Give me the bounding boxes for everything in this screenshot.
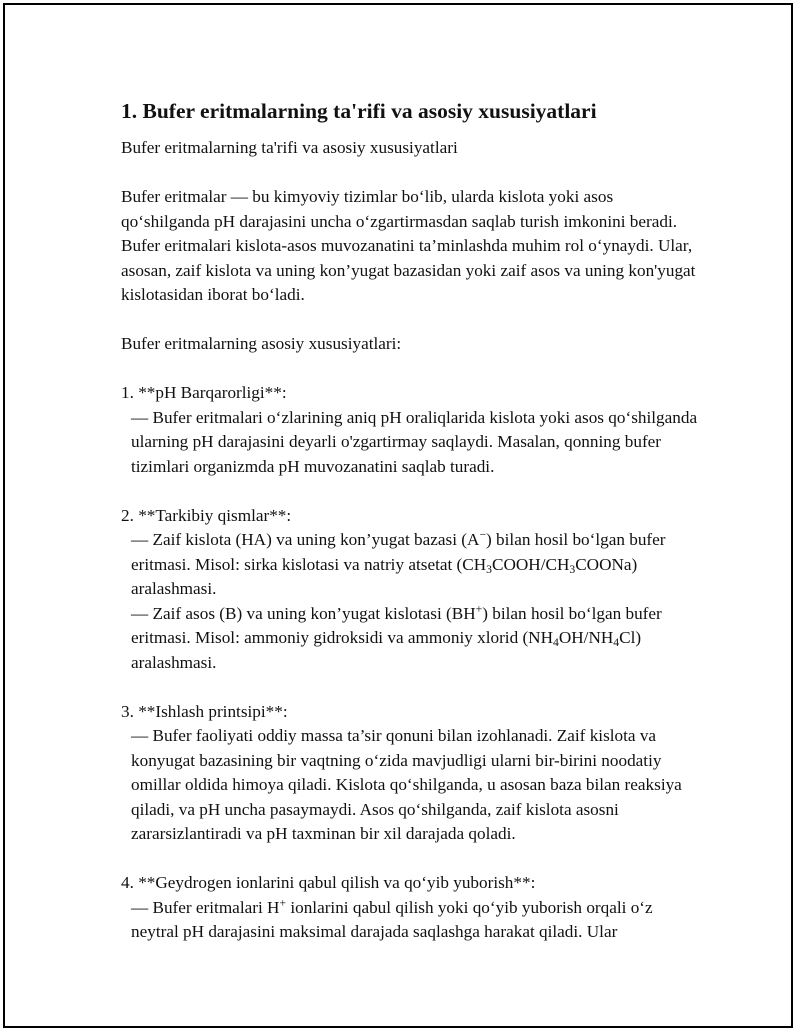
section-2-item-b: — Zaif asos (B) va uning kon’yugat kislotasi (BH+) bilan hosil bo‘lgan bufer eritmasi. Misol: ammoniy gidroksidi va ammoniy xlorid $(NH_4OH/NH_4Cl)$ aralashmasi. bbox=[131, 602, 662, 672]
document-subtitle: Bufer eritmalarning ta'rifi va asosiy xususiyatlari bbox=[121, 138, 458, 157]
section-2-heading: 2. **Tarkibiy qismlar**: bbox=[121, 505, 292, 525]
section-1-text: — Bufer eritmalari o‘zlarining aniq pH oraliqlarida kislota yoki asos qo‘shilganda ularning pH darajasini deyarli o'zgartirmay saqlaydi. Masalan, qonning bufer tizimlari organizmda pH muvozanatini saqlab turadi. bbox=[131, 407, 698, 476]
section-4-text: — Bufer eritmalari H+ ionlarini qabul qilish yoki qo‘yib yuborish orqali o‘z neytral pH darajasini maksimal darajada saqlashga harakat qiladi. Ular bbox=[131, 896, 653, 941]
document-content bbox=[121, 97, 701, 945]
section-3-heading: 3. **Ishlash printsipi**: bbox=[121, 701, 288, 721]
document-title: 1. Bufer eritmalarning ta'rifi va asosiy xususiyatlari bbox=[121, 99, 597, 123]
section-1-heading: 1. **pH Barqarorligi**: bbox=[121, 383, 287, 402]
document-page bbox=[3, 3, 793, 1028]
intro-paragraph: Bufer eritmalar — bu kimyoviy tizimlar bo‘lib, ularda kislota yoki asos qo‘shilganda pH darajasini uncha o‘zgartirmasdan saqlab turish imkonini beradi. Bufer eritmalari kislota-asos muvozanatini ta’minlashda muhim rol o‘ynaydi. Ular, asosan, zaif kislota va uning kon’yugat bazasidan yoki zaif asos va uning kon'yugat kislotasidan iborat bo‘ladi. bbox=[121, 187, 696, 304]
section-2-item-a: — Zaif kislota (HA) va uning kon’yugat bazasi (A−) bilan hosil bo‘lgan bufer eritmasi. Misol: sirka kislotasi va natriy atsetat $(CH_3COOH/CH_3COONa)$ aralashmasi. bbox=[131, 528, 666, 598]
section-4-heading: 4. **Geydrogen ionlarini qabul qilish va qo‘yib yuborish**: bbox=[121, 873, 536, 892]
properties-heading: Bufer eritmalarning asosiy xususiyatlari: bbox=[121, 334, 402, 353]
section-3-text: — Bufer faoliyati oddiy massa ta’sir qonuni bilan izohlanadi. Zaif kislota va konyugat bazasining bir vaqtning o‘zida mavjudligi ularni bir-birini noodatiy omillar oldida himoya qiladi. Kislota qo‘shilganda, u asosan baza bilan reaksiya qiladi, va pH uncha pasaymaydi. Asos qo‘shilganda, zaif kislota asosni zararsizlantiradi va pH taxminan bir xil darajada qoladi. bbox=[131, 726, 682, 843]
